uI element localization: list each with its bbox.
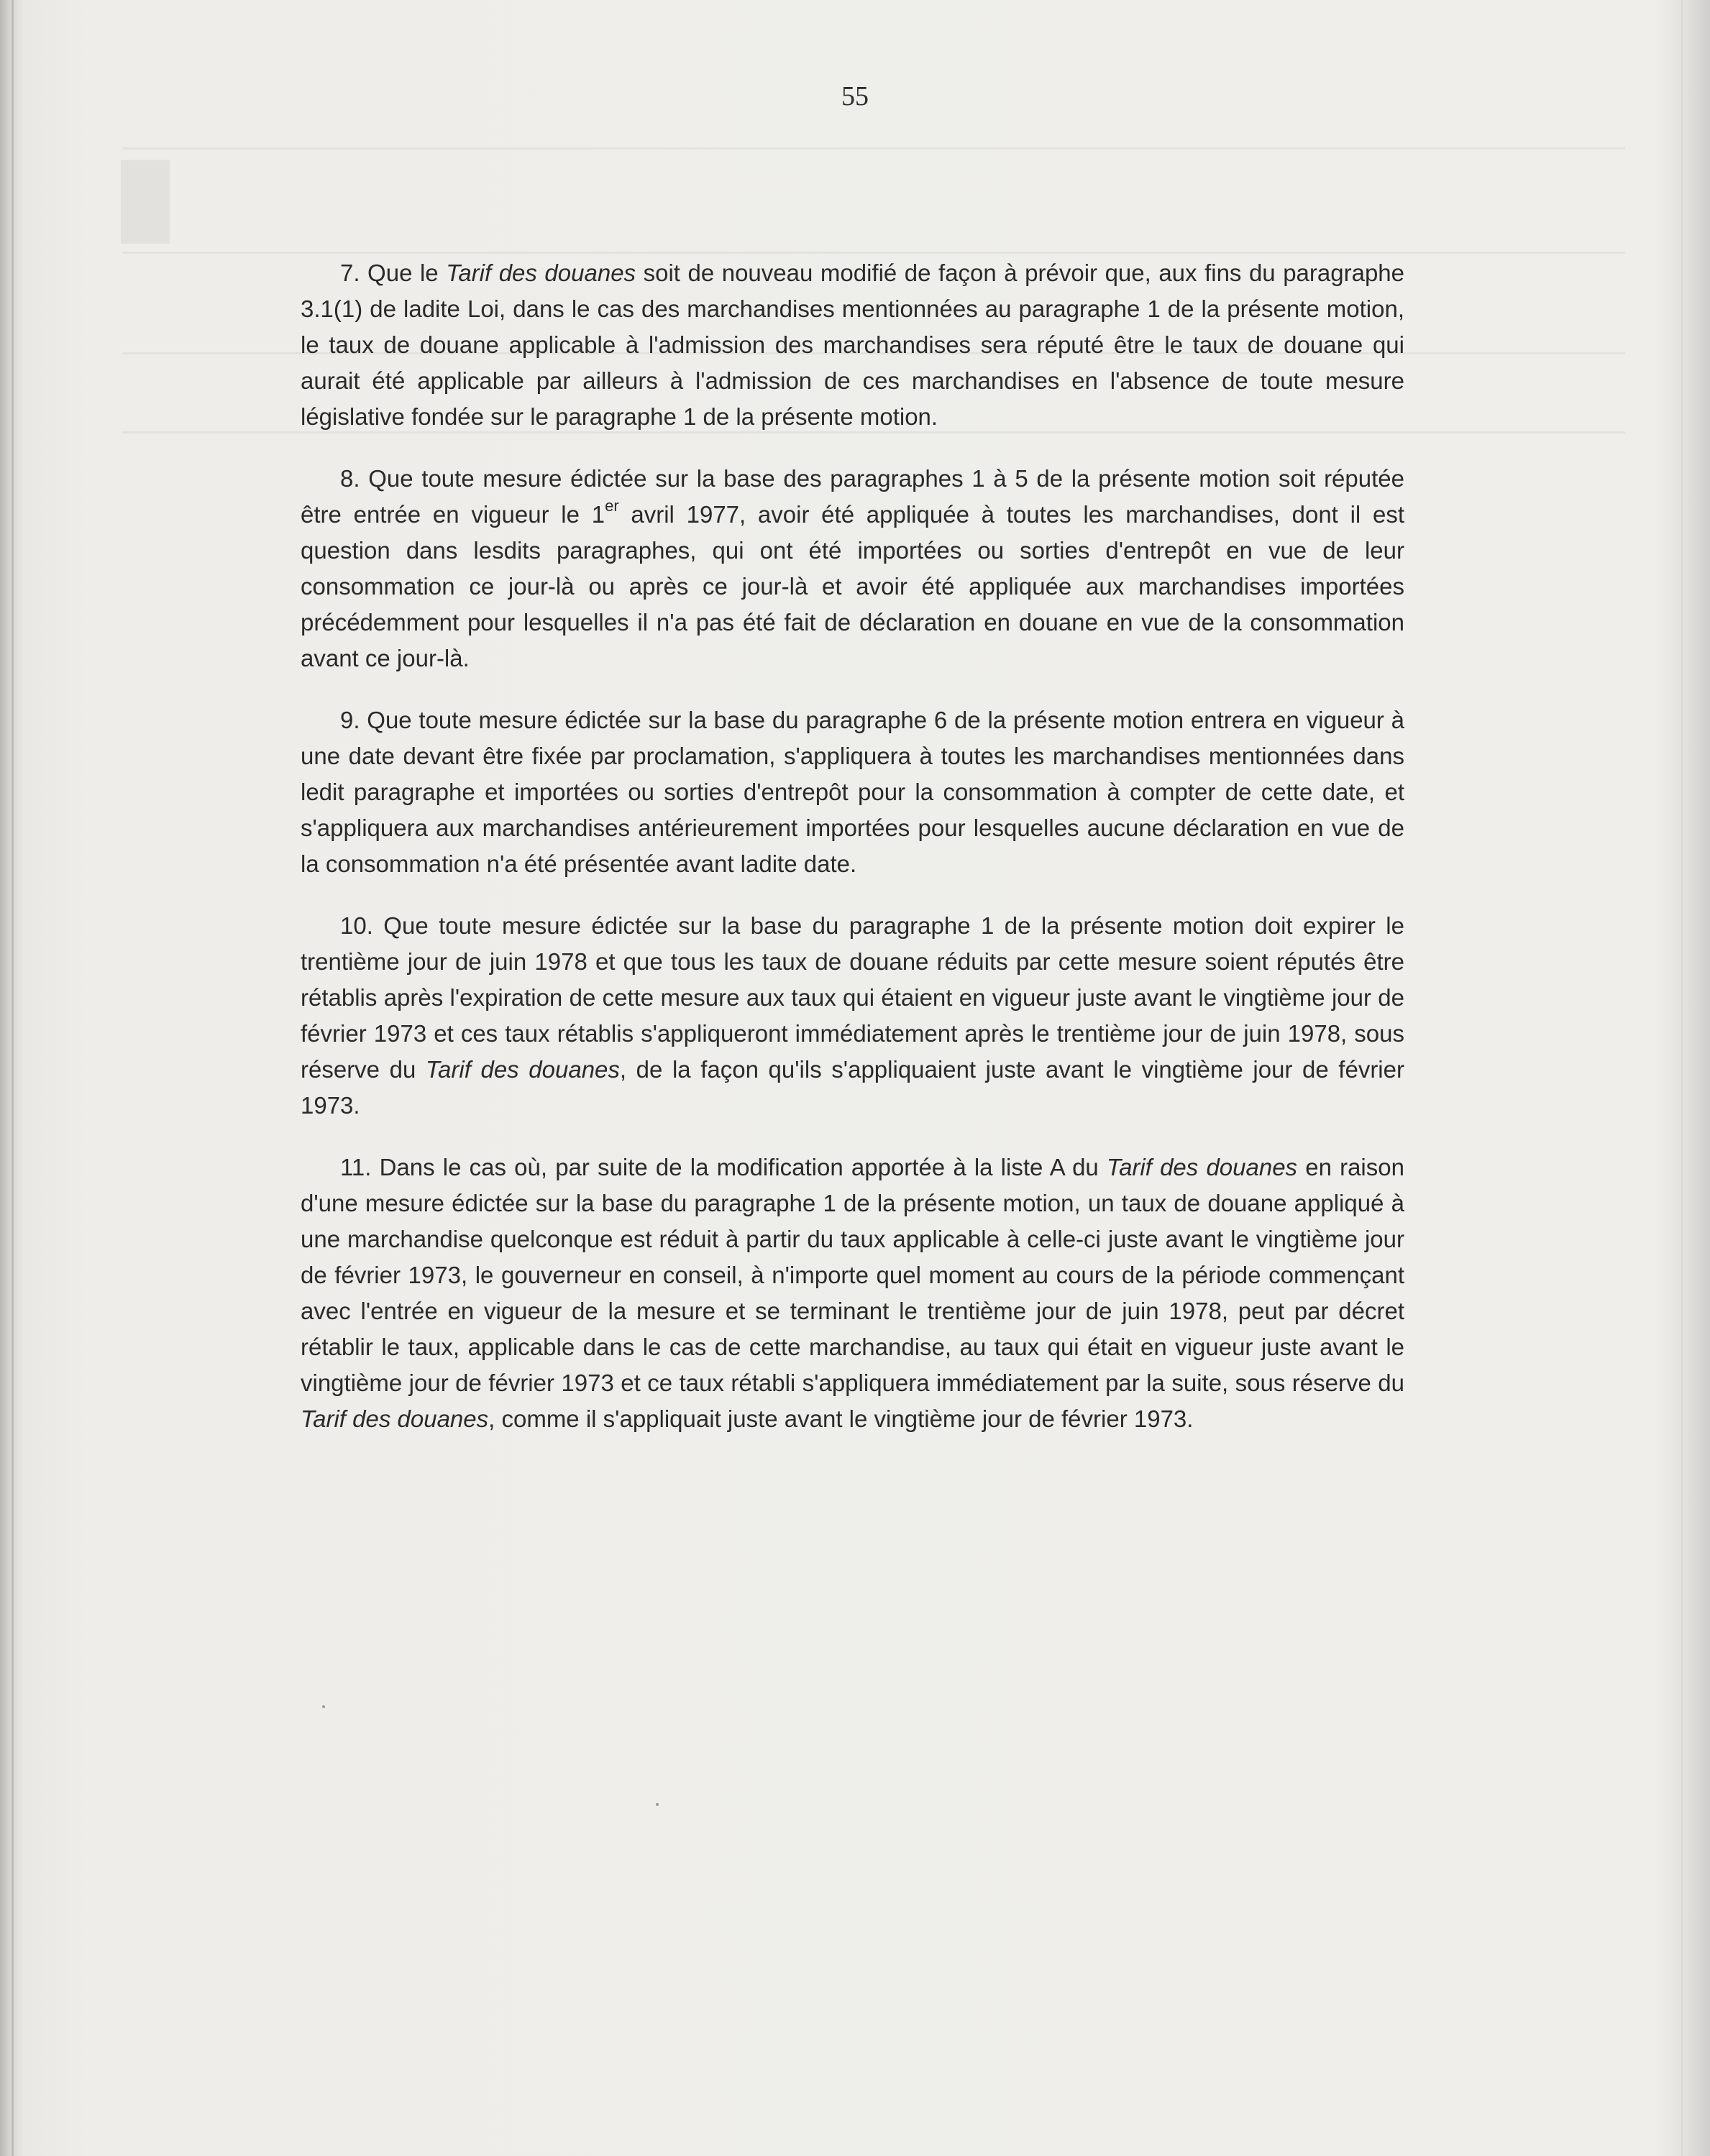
page-number: 55 — [841, 81, 869, 111]
show-through-rule — [122, 147, 1625, 150]
binding-edge — [12, 0, 14, 2156]
paragraph-11 — [301, 1150, 1404, 1437]
page-edge — [1681, 0, 1683, 2156]
text-run: 8. Que toute mesure édictée sur la base des paragraphes 1 à 5 de la présente motion soit réputée être entrée en vigueur le 1 — [301, 465, 1404, 528]
text-run: , de la façon qu'ils s'appliquaient juste avant le vingtième jour de février 1973. — [301, 1056, 1404, 1119]
text-run: 7. Que le — [340, 260, 447, 286]
motion-text — [301, 255, 1404, 1463]
italic-title: Tarif des douanes — [446, 260, 636, 286]
paper-speck — [322, 1705, 325, 1708]
paragraph-7 — [301, 255, 1404, 435]
text-run: , comme il s'appliquait juste avant le vingtième jour de février 1973. — [488, 1405, 1194, 1432]
text-run: en raison d'une mesure édictée sur la base du paragraphe 1 de la présente motion, un taux de douane appliqué à une marchandise quelconque est réduit à partir du taux applicable à celle-ci juste avant le vingtième jour de février 1973, le gouverneur en conseil, à n'importe quel moment au cours de la période commençant avec l'entrée en vigueur de la mesure et se terminant le trentième jour de juin 1978, peut par décret rétablir le taux, applicable dans le cas de cette marchandise, au taux qui était en vigueur juste avant le vingtième jour de février 1973 et ce taux rétabli s'appliquera immédiatement par la suite, sous réserve du — [301, 1154, 1404, 1396]
text-run: avril 1977, avoir été appliquée à toutes les marchandises, dont il est question dans lesdits paragraphes, qui ont été importées ou sorties d'entrepôt en vue de leur consommation ce jour-là ou après ce jour-là et avoir été appliquée aux marchandises importées précédemment pour lesquelles il n'a pas été fait de déclaration en douane en vue de la consommation avant ce jour-là. — [301, 501, 1404, 671]
italic-title: Tarif des douanes — [301, 1405, 489, 1432]
text-run: 9. Que toute mesure édictée sur la base du paragraphe 6 de la présente motion entrera en vigueur à une date devant être fixée par proclamation, s'appliquera à toutes les marchandises mentionnées dans ledit paragraphe et importées ou sorties d'entrepôt pour la consommation à compter de cette date, et s'appliquera aux marchandises antérieurement importées pour lesquelles aucune déclaration en vue de la consommation n'a été présentée avant ladite date. — [301, 707, 1404, 877]
show-through-rule — [122, 252, 1625, 254]
text-run: 10. Que toute mesure édictée sur la base du paragraphe 1 de la présente motion doit expirer le trentième jour de juin 1978 et que tous les taux de douane réduits par cette mesure soient réputés être rétablis après l'expiration de cette mesure aux taux qui étaient en vigueur juste avant le vingtième jour de février 1973 et ces taux rétablis s'appliqueront immédiatement après le trentième jour de juin 1978, sous réserve du — [301, 912, 1404, 1083]
italic-title: Tarif des douanes — [425, 1056, 620, 1083]
paragraph-10 — [301, 908, 1404, 1124]
text-run: soit de nouveau modifié de façon à prévoir que, aux fins du paragraphe 3.1(1) de ladite Loi, dans le cas des marchandises mentionnées au paragraphe 1 de la présente motion, le taux de douane applicable à l'admission des marchandises sera réputé être le taux de douane qui aurait été applicable par ailleurs à l'admission de ces marchandises en l'absence de toute mesure législative fondée sur le paragraphe 1 de la présente motion. — [301, 260, 1405, 430]
show-through-heading: █ — [121, 161, 170, 238]
paper-speck — [656, 1803, 659, 1806]
italic-title: Tarif des douanes — [1106, 1154, 1298, 1180]
ordinal-suffix: er — [605, 497, 619, 515]
paragraph-9 — [301, 702, 1404, 882]
paragraph-8 — [301, 461, 1404, 676]
text-run: 11. Dans le cas où, par suite de la modification apportée à la liste A du — [340, 1154, 1107, 1180]
